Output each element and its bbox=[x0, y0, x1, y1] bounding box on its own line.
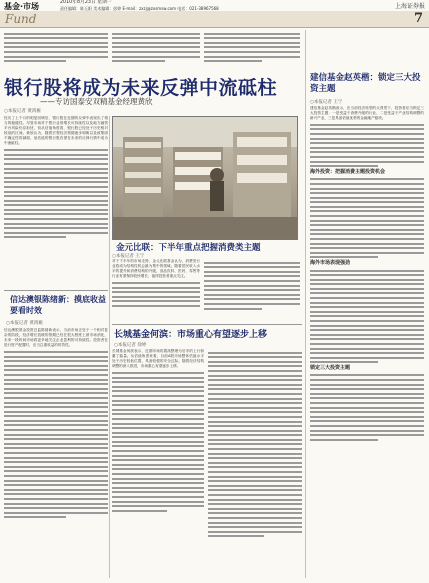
bottom-article-byline: ○本报记者 徐婷 bbox=[114, 343, 147, 348]
photo-article-column-1 bbox=[112, 259, 200, 321]
mid-top-column bbox=[112, 30, 200, 70]
supermarket-photo bbox=[112, 116, 298, 240]
right-article-column bbox=[310, 106, 424, 578]
section-name: 基金·市场 bbox=[4, 2, 40, 11]
photo-article-byline: ○本报记者 王宁 bbox=[112, 254, 145, 259]
left-top-column bbox=[4, 30, 108, 70]
issue-date: 2010年8月23日 星期一 bbox=[60, 0, 112, 5]
paper-logo: 上海证券报 bbox=[394, 3, 425, 10]
page-number: 7 bbox=[413, 11, 423, 26]
main-subtitle: ——专访国泰安双精基金经理黄欣 bbox=[40, 97, 153, 106]
column-divider-left bbox=[109, 116, 110, 578]
left-box-column bbox=[4, 328, 108, 578]
right-subhead-3: 锁定三大投资主题 bbox=[310, 365, 351, 372]
main-byline: ○本报记者 黄鸿雁 bbox=[4, 109, 41, 114]
fund-label: Fund bbox=[5, 12, 37, 26]
bottom-article-column-1 bbox=[112, 349, 204, 579]
column-divider-right bbox=[305, 30, 306, 578]
right-article-title: 建信基金赵英楷：锁定三大投资主题 bbox=[310, 73, 421, 94]
mid2-top-column bbox=[204, 30, 300, 70]
main-headline: 银行股将成为未来反弹中流砥柱 bbox=[4, 77, 278, 99]
right-subhead-2: 海外市场表现强劲 bbox=[310, 260, 351, 267]
left-box-rule bbox=[4, 290, 108, 291]
left-box-byline: ○本报记者 黄鸿雁 bbox=[6, 321, 43, 326]
right-article-body: 建信基金赵英楷表示，在当前经济转型的大背景下，投资者应当锁定三大投资主题：一是受益于消费升级的行业，二是受益于产业结构调整的新兴产业，三是具备估值优势的金融地产板块。 bbox=[310, 106, 424, 121]
photo-article-title: 金元比联：下半年重点把握消费类主题 bbox=[116, 243, 261, 253]
editor-line: 责任编辑：陈玉阳 美术编辑：彭婷 E-mail：zxzj@zxsmsw.com 电话：021-38967568 bbox=[60, 6, 219, 11]
photo-article-body: 对于下半年的市场走势，金元比联基金认为，消费类行业将成为结构性机会最为集中的领域。随着居民收入水平的提升和消费结构的升级，食品饮料、医药、零售等行业有望保持较快增长，值得投资者重点关注。 bbox=[112, 259, 200, 279]
photo-illustration bbox=[113, 117, 297, 239]
photo-article-column-2 bbox=[204, 259, 300, 321]
main-article-column bbox=[4, 116, 108, 286]
section-banner bbox=[0, 11, 429, 28]
right-subhead-1: 海外投资：把握消费主题投资机会 bbox=[310, 169, 386, 176]
bottom-article-title: 长城基金何滨：市场重心有望逐步上移 bbox=[114, 330, 268, 340]
main-article-body: 经历了上个月的明显回调后，银行股在近期的反弹中表现出了相当的稳健性。尽管市场对于银行业绩增长可持续性以及地方融资平台风险仍存担忧，但从估值角度看，银行股已经处于历史相对较低的区间。黄欣认为，随着宏观经济预期逐步明朗以及政策面不确定性的减弱，低估值的银行股有望在未来的反弹行情中成为中流砥柱。 bbox=[4, 116, 108, 146]
left-box-body: 信达澳银基金投资总监陈绪新表示，当前市场正处于一个相对复杂的阶段，经济增长放缓的预期已经在很大程度上被市场消化，未来一段时间市场将更多地关注企业盈利的可持续性。投资者在进行资产配置时，应当注重收益的时效性。 bbox=[4, 328, 108, 348]
left-box-title: 信达澳银陈绪新：摸底收益要看时效 bbox=[10, 295, 106, 315]
bottom-article-body: 长城基金何滨表示，近期市场的震荡整理为后市的上行积蓄了能量。从估值角度来看，目前A股市场整体估值水平处于历史较低位置，具备较强的安全边际。随着经济结构调整的深入推进，市场重心有望逐步上移。 bbox=[112, 349, 204, 369]
right-article-byline: ○本报记者 王宁 bbox=[310, 100, 343, 105]
bottom-article-rule bbox=[112, 324, 302, 325]
bottom-article-column-2 bbox=[208, 349, 302, 579]
